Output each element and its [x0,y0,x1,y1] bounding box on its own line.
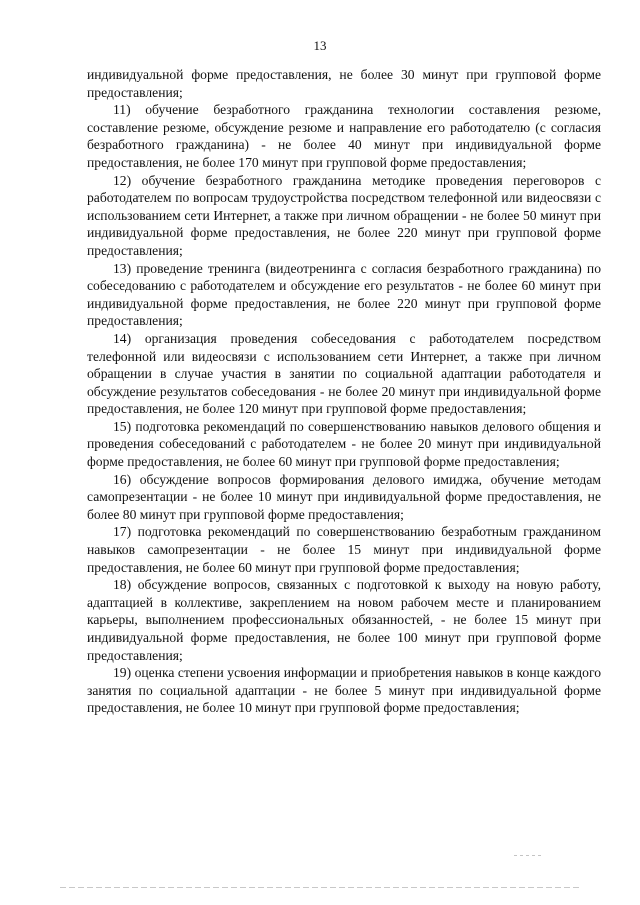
paragraph-item-17: 17) подготовка рекомендаций по совершенствованию безработным гражданином навыков самопрезентации - не более 15 минут при индивидуальной форме предоставления, не более 60 минут при групповой форме предоставления; [87,524,601,575]
paragraph-continuation: индивидуальной форме предоставления, не более 30 минут при групповой форме предоставления; [87,67,601,100]
document-body [87,66,601,717]
paragraph-item-15: 15) подготовка рекомендаций по совершенствованию навыков делового общения и проведения собеседований с работодателем - не более 20 минут при индивидуальной форме предоставления, не более 60 минут при групповой форме предоставления; [87,418,601,470]
scan-artifact-mark [514,855,544,856]
paragraph-item-13: 13) проведение тренинга (видеотренинга с согласия безработного гражданина) по собеседованию с работодателем и обсуждение его результатов - не более 60 минут при индивидуальной форме предоставления, не более 220 минут при групповой форме предоставления; [87,260,601,329]
paragraph-item-19: 19) оценка степени усвоения информации и приобретения навыков в конце каждого занятия по социальной адаптации - не более 5 минут при индивидуальной форме предоставления, не более 10 минут при групповой форме предоставления; [87,665,601,716]
paragraph-item-11: 11) обучение безработного гражданина технологии составления резюме, составление резюме, обсуждение резюме и направление его работодателю (с согласия безработного гражданина) - не более 40 минут при индивидуальной форме предоставления, не более 170 минут при групповой форме предоставления; [87,102,601,170]
paragraph-item-14: 14) организация проведения собеседования с работодателем посредством телефонной или видеосвязи с использованием сети Интернет, а также при личном обращении в случае участия в занятии по социальной адаптации работодателя и обсуждение результатов собеседования - не более 20 минут при индивидуальной форме предоставления, не более 120 минут при групповой форме предоставления; [87,330,601,417]
paragraph-item-12: 12) обучение безработного гражданина методике проведения переговоров с работодателем по вопросам трудоустройства посредством телефонной или видеосвязи с использованием сети Интернет, а также при личном обращении - не более 50 минут при индивидуальной форме предоставления, не более 220 минут при групповой форме предоставления; [87,172,601,258]
paragraph-item-16: 16) обсуждение вопросов формирования делового имиджа, обучение методам самопрезентации - не более 10 минут при индивидуальной форме предоставления, не более 80 минут при групповой форме предоставления; [87,471,601,522]
page-number: 13 [313,38,327,53]
scan-bottom-edge-line [60,887,580,888]
paragraph-item-18: 18) обсуждение вопросов, связанных с подготовкой к выходу на новую работу, адаптацией в коллективе, закреплением на новом рабочем месте и планированием карьеры, выполнением профессиональных обязанностей, - не более 15 минут при индивидуальной форме предоставления, не более 100 минут при групповой форме предоставления; [87,577,601,663]
